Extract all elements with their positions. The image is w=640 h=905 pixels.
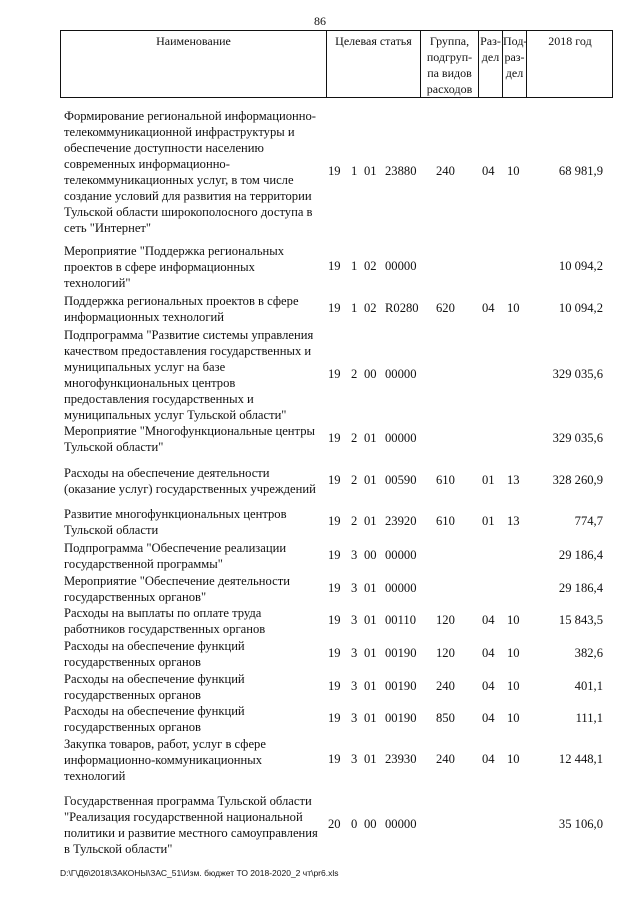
row-podrazdel: 10 xyxy=(507,752,520,766)
row-name: Расходы на обеспечение функций государственных органов xyxy=(64,672,245,702)
row-target-part: 3 xyxy=(351,752,358,766)
row-target-part: 19 xyxy=(328,679,341,693)
row-podrazdel: 10 xyxy=(507,164,520,178)
row-target-part: 00000 xyxy=(385,817,417,831)
row-target-part: 0 xyxy=(351,817,358,831)
row-name: Подпрограмма "Обеспечение реализации государственной программы" xyxy=(64,541,287,571)
row-amount: 111,1 xyxy=(575,711,603,725)
row-target-part: 00110 xyxy=(385,613,417,627)
row-name: Развитие многофункциональных центров Тульской области xyxy=(64,507,287,537)
row-group: 240 xyxy=(436,679,455,693)
row-target-part: 00000 xyxy=(385,548,417,562)
row-target-part: 01 xyxy=(364,613,377,627)
row-podrazdel: 10 xyxy=(507,679,520,693)
row-razdel: 04 xyxy=(482,646,495,660)
row-target-part: 19 xyxy=(328,514,341,528)
row-target-part: 01 xyxy=(364,646,377,660)
row-amount: 329 035,6 xyxy=(552,431,603,445)
row-target-part: 19 xyxy=(328,164,341,178)
header-podrazdel: Под- раз- дел xyxy=(503,31,527,97)
row-amount: 328 260,9 xyxy=(552,473,603,487)
row-target-part: 00190 xyxy=(385,711,417,725)
row-group: 610 xyxy=(436,514,455,528)
row-target-part: 19 xyxy=(328,301,341,315)
row-target-part: 01 xyxy=(364,164,377,178)
row-amount: 382,6 xyxy=(574,646,603,660)
row-target-part: 19 xyxy=(328,431,341,445)
row-target-part: 2 xyxy=(351,431,358,445)
row-target-part: 1 xyxy=(351,301,358,315)
row-podrazdel: 10 xyxy=(507,301,520,315)
row-target-part: 3 xyxy=(351,711,358,725)
row-amount: 401,1 xyxy=(574,679,603,693)
row-razdel: 01 xyxy=(482,473,495,487)
row-razdel: 04 xyxy=(482,301,495,315)
row-target-part: 01 xyxy=(364,711,377,725)
row-amount: 68 981,9 xyxy=(558,164,603,178)
row-target-part: 00 xyxy=(364,367,377,381)
row-name: Расходы на выплаты по оплате труда работников государственных органов xyxy=(64,606,266,636)
row-target-part: 2 xyxy=(351,473,358,487)
row-name: Закупка товаров, работ, услуг в сфере информационно-коммуникационных технологий xyxy=(64,737,266,783)
row-target-part: 23880 xyxy=(385,164,417,178)
row-target-part: 00 xyxy=(364,548,377,562)
header-name: Наименование xyxy=(61,31,327,97)
row-target-part: 01 xyxy=(364,514,377,528)
row-target-part: 00000 xyxy=(385,581,417,595)
row-target-part: 00590 xyxy=(385,473,417,487)
row-group: 240 xyxy=(436,752,455,766)
row-podrazdel: 10 xyxy=(507,646,520,660)
row-target-part: 00190 xyxy=(385,679,417,693)
row-target-part: 00000 xyxy=(385,431,417,445)
row-target-part: 19 xyxy=(328,646,341,660)
row-razdel: 04 xyxy=(482,679,495,693)
row-name: Мероприятие "Обеспечение деятельности государственных органов" xyxy=(64,574,290,604)
row-name: Поддержка региональных проектов в сфере информационных технологий xyxy=(64,294,299,324)
row-podrazdel: 13 xyxy=(507,514,520,528)
row-name: Мероприятие "Многофункциональные центры Тульской области" xyxy=(64,424,315,454)
row-podrazdel: 10 xyxy=(507,613,520,627)
row-name: Расходы на обеспечение деятельности (оказание услуг) государственных учреждений xyxy=(64,466,316,496)
row-name: Формирование региональной информационно- телекоммуникационной инфраструктуры и обеспечение доступности населению современных информационно- телекоммуникационных услуг, в том числе создание условий для развития на территории Тульской области широкополосного доступа в сеть "Интернет" xyxy=(64,109,316,235)
row-name: Расходы на обеспечение функций государственных органов xyxy=(64,704,245,734)
row-target-part: 02 xyxy=(364,301,377,315)
row-razdel: 01 xyxy=(482,514,495,528)
row-group: 610 xyxy=(436,473,455,487)
row-target-part: 19 xyxy=(328,473,341,487)
row-target-part: 00000 xyxy=(385,367,417,381)
row-name: Государственная программа Тульской области "Реализация государственной национальной политики и развитие местного самоуправления в Тульской области" xyxy=(64,794,318,856)
row-target-part: 2 xyxy=(351,367,358,381)
row-amount: 10 094,2 xyxy=(558,259,603,273)
row-amount: 12 448,1 xyxy=(558,752,603,766)
header-target: Целевая статья xyxy=(327,31,421,97)
row-group: 620 xyxy=(436,301,455,315)
row-target-part: 3 xyxy=(351,679,358,693)
row-podrazdel: 13 xyxy=(507,473,520,487)
row-amount: 10 094,2 xyxy=(558,301,603,315)
row-podrazdel: 10 xyxy=(507,711,520,725)
page-number: 86 xyxy=(314,14,326,28)
row-razdel: 04 xyxy=(482,613,495,627)
row-target-part: 01 xyxy=(364,581,377,595)
row-group: 240 xyxy=(436,164,455,178)
row-target-part: 19 xyxy=(328,581,341,595)
header-razdel: Раз- дел xyxy=(479,31,503,97)
row-amount: 29 186,4 xyxy=(558,548,603,562)
row-amount: 774,7 xyxy=(574,514,603,528)
row-razdel: 04 xyxy=(482,752,495,766)
row-group: 120 xyxy=(436,613,455,627)
row-target-part: 01 xyxy=(364,431,377,445)
row-target-part: 3 xyxy=(351,613,358,627)
row-group: 120 xyxy=(436,646,455,660)
row-name: Расходы на обеспечение функций государственных органов xyxy=(64,639,245,669)
row-target-part: 19 xyxy=(328,367,341,381)
row-target-part: 19 xyxy=(328,548,341,562)
row-target-part: 00190 xyxy=(385,646,417,660)
row-target-part: 01 xyxy=(364,752,377,766)
row-target-part: 00000 xyxy=(385,259,417,273)
header-year: 2018 год xyxy=(548,34,592,48)
row-amount: 35 106,0 xyxy=(558,817,603,831)
row-target-part: R0280 xyxy=(385,301,419,315)
row-amount: 29 186,4 xyxy=(558,581,603,595)
table-header xyxy=(60,30,613,98)
row-amount: 329 035,6 xyxy=(552,367,603,381)
row-target-part: 3 xyxy=(351,548,358,562)
file-path-footer: D:\Г\Д6\2018\ЗАКОНЫ\ЗАС_51\Изм. бюджет ТО 2018-2020_2 чт\pr6.xls xyxy=(60,868,339,878)
row-target-part: 23930 xyxy=(385,752,417,766)
row-target-part: 23920 xyxy=(385,514,417,528)
row-target-part: 19 xyxy=(328,613,341,627)
row-target-part: 02 xyxy=(364,259,377,273)
row-amount: 15 843,5 xyxy=(558,613,603,627)
row-target-part: 19 xyxy=(328,711,341,725)
row-target-part: 19 xyxy=(328,259,341,273)
header-group: Группа, подгруп- па видов расходов xyxy=(421,31,479,97)
row-target-part: 1 xyxy=(351,164,358,178)
row-razdel: 04 xyxy=(482,711,495,725)
row-target-part: 19 xyxy=(328,752,341,766)
row-target-part: 20 xyxy=(328,817,341,831)
row-target-part: 1 xyxy=(351,259,358,273)
row-name: Подпрограмма "Развитие системы управления качеством предоставления государственных и муниципальных услуг на базе многофункциональных центров предоставления государственных и муниципальных услуг Тульской области" xyxy=(64,328,314,422)
row-target-part: 3 xyxy=(351,581,358,595)
row-name: Мероприятие "Поддержка региональных проектов в сфере информационных технологий" xyxy=(64,244,285,290)
row-target-part: 01 xyxy=(364,473,377,487)
row-target-part: 00 xyxy=(364,817,377,831)
row-target-part: 3 xyxy=(351,646,358,660)
row-razdel: 04 xyxy=(482,164,495,178)
row-target-part: 01 xyxy=(364,679,377,693)
row-group: 850 xyxy=(436,711,455,725)
row-target-part: 2 xyxy=(351,514,358,528)
